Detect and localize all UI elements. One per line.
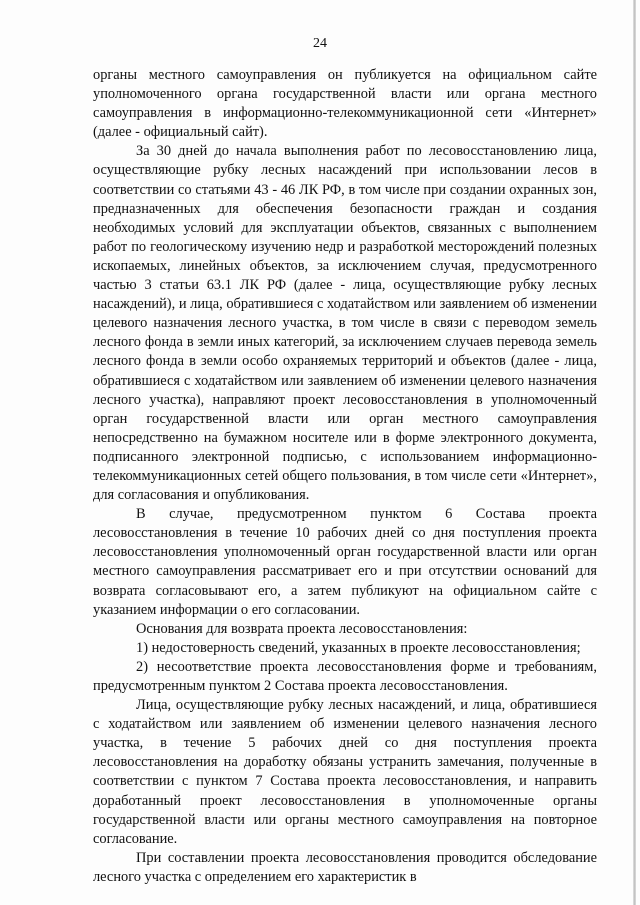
- paragraph-return-grounds-heading: Основания для возврата проекта лесовосстановления:: [136, 620, 468, 637]
- paragraph-revision-procedure: Лица, осуществляющие рубку лесных насаждений, и лица, обратившиеся с ходатайством или заявлением об изменении целевого назначения лесного участка, в течение 5 рабочих дней со дня поступления проекта лесовосстановления на доработку обязаны устранить замечания, полученные в соответствии с пунктом 7 Состава проекта лесовосстановления, и направить доработанный проект лесовосстановления в уполномоченные органы государственной власти или органы местного самоуправления на повторное согласование.: [93, 697, 597, 847]
- paragraph-approval-procedure: В случае, предусмотренном пунктом 6 Состава проекта лесовосстановления в течение 10 рабочих дней со дня поступления проекта лесовосстановления уполномоченный орган государственной власти или орган местного самоуправления рассматривает его и при отсутствии оснований для возврата согласовывают его, а затем публикуют на официальном сайте с указанием информации о его согласовании.: [93, 506, 597, 618]
- document-body: [93, 66, 597, 887]
- scan-edge-shadow: [633, 0, 636, 905]
- list-item-return-ground-1: 1) недостоверность сведений, указанных в проекте лесовосстановления;: [136, 639, 581, 656]
- paragraph-submission-deadline: За 30 дней до начала выполнения работ по лесовосстановлению лица, осуществляющие рубку лесных насаждений при использовании лесов в соответствии со статьями 43 - 46 ЛК РФ, в том числе при создании охранных зон, предназначенных для обеспечения безопасности граждан и создания необходимых условий для эксплуатации объектов, связанных с выполнением работ по геологическому изучению недр и разработкой месторождений полезных ископаемых, линейных объектов, за исключением случая, предусмотренного частью 3 статьи 63.1 ЛК РФ (далее - лица, осуществляющие рубку лесных насаждений), и лица, обратившиеся с ходатайством или заявлением об изменении целевого назначения лесного участка, в том числе в связи с переводом земель лесного фонда в земли иных категорий, за исключением случаев перевода земель лесного фонда в земли особо охраняемых территорий и объектов (далее - лица, обратившиеся с ходатайством или заявлением об изменении целевого назначения лесного участка), направляют проект лесовосстановления в уполномоченный орган государственной власти или орган местного самоуправления непосредственно на бумажном носителе или в форме электронного документа, подписанного электронной подписью, с использованием информационно-телекоммуникационных сетей общего пользования, в том числе сети «Интернет», для согласования и опубликования.: [93, 143, 597, 504]
- page-number: 24: [313, 36, 327, 51]
- list-item-return-ground-2: 2) несоответствие проекта лесовосстановления форме и требованиям, предусмотренным пунктом 2 Состава проекта лесовосстановления.: [93, 658, 597, 694]
- paragraph-continuation: органы местного самоуправления он публикуется на официальном сайте уполномоченного органа государственной власти или органа местного самоуправления в информационно-телекоммуникационной сети «Интернет» (далее - официальный сайт).: [93, 67, 597, 141]
- paragraph-site-survey: При составлении проекта лесовосстановления проводится обследование лесного участка с определением его характеристик в: [93, 849, 597, 885]
